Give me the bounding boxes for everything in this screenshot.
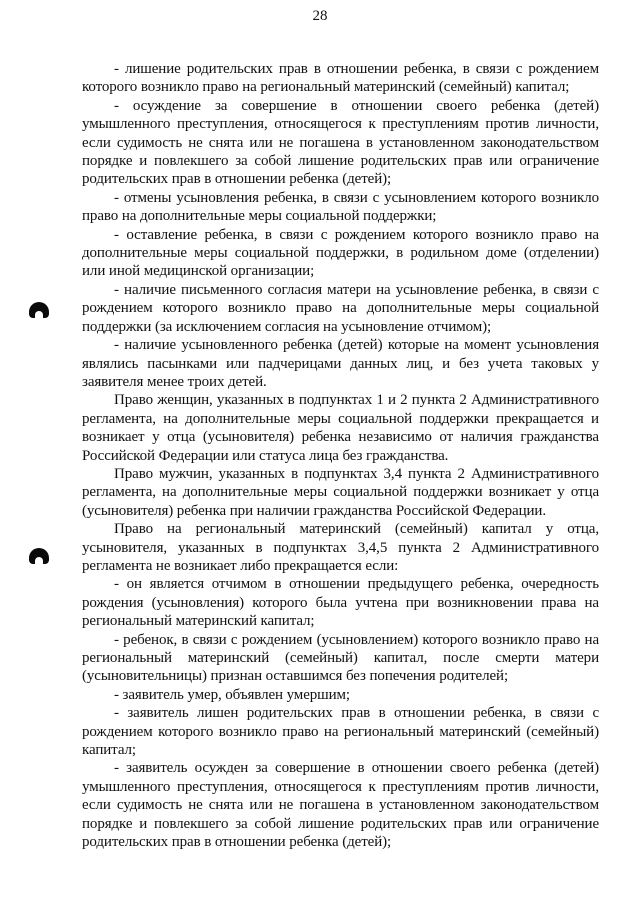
document-body <box>82 60 599 851</box>
paragraph: - заявитель умер, объявлен умершим; <box>114 686 350 703</box>
paragraph: - лишение родительских прав в отношении ребенка, в связи с рождением которого возникло право на региональный материнский (семейный) капитал; <box>82 61 599 96</box>
paragraph: - заявитель лишен родительских прав в отношении ребенка, в связи с рождением которого возникло право на региональный материнский (семейный) капитал; <box>82 705 599 759</box>
paragraph: - осуждение за совершение в отношении своего ребенка (детей) умышленного преступления, относящегося к преступлениям против личности, если судимость не снята или не погашена в установленном законодательством порядке и повлекшего за собой лишение родительских прав или ограничение родительских прав в отношении ребенка (детей); <box>82 97 599 188</box>
page-number: 28 <box>312 8 328 24</box>
paragraph: - наличие усыновленного ребенка (детей) которые на момент усыновления являлись пасынками или падчерицами данных лиц, и без учета таковых у заявителя менее троих детей. <box>82 337 599 390</box>
paragraph: - оставление ребенка, в связи с рождением которого возникло право на дополнительные меры социальной поддержки, в родильном доме (отделении) или иной медицинской организации; <box>82 226 599 280</box>
punch-hole-mark <box>29 548 49 564</box>
punch-hole-mark <box>29 302 49 318</box>
paragraph: Право мужчин, указанных в подпунктах 3,4 пункта 2 Административного регламента, на дополнительные меры социальной поддержки возникает у отца (усыновителя) ребенка при наличии гражданства Российской Федерации. <box>82 465 599 519</box>
paragraph: - заявитель осужден за совершение в отношении своего ребенка (детей) умышленного преступления, относящегося к преступлениям против личности, если судимость не снята или не погашена в установленном законодательством порядке и повлекшего за собой лишение родительских прав или ограничение родительских прав в отношении ребенка (детей); <box>82 760 599 851</box>
paragraph: - наличие письменного согласия матери на усыновление ребенка, в связи с рождением которого возникло право на дополнительные меры социальной поддержки (за исключением согласия на усыновление отчимом); <box>82 281 599 335</box>
paragraph: - ребенок, в связи с рождением (усыновлением) которого возникло право на региональный материнский (семейный) капитал, после смерти матери (усыновительницы) признан оставшимся без попечения родителей; <box>82 631 599 685</box>
paragraph: - он является отчимом в отношении предыдущего ребенка, очередность рождения (усыновления) которого была учтена при возникновении права на региональный материнский капитал; <box>82 576 599 630</box>
paragraph: Право женщин, указанных в подпунктах 1 и 2 пункта 2 Административного регламента, на дополнительные меры социальной поддержки прекращается и возникает у отца (усыновителя) ребенка независимо от наличия гражданства Российской Федерации или статуса лица без гражданства. <box>82 392 599 464</box>
paragraph: Право на региональный материнский (семейный) капитал у отца, усыновителя, указанных в подпунктах 3,4,5 пункта 2 Административного регламента не возникает либо прекращается если: <box>82 521 599 574</box>
paragraph: - отмены усыновления ребенка, в связи с усыновлением которого возникло право на дополнительные меры социальной поддержки; <box>82 189 599 225</box>
